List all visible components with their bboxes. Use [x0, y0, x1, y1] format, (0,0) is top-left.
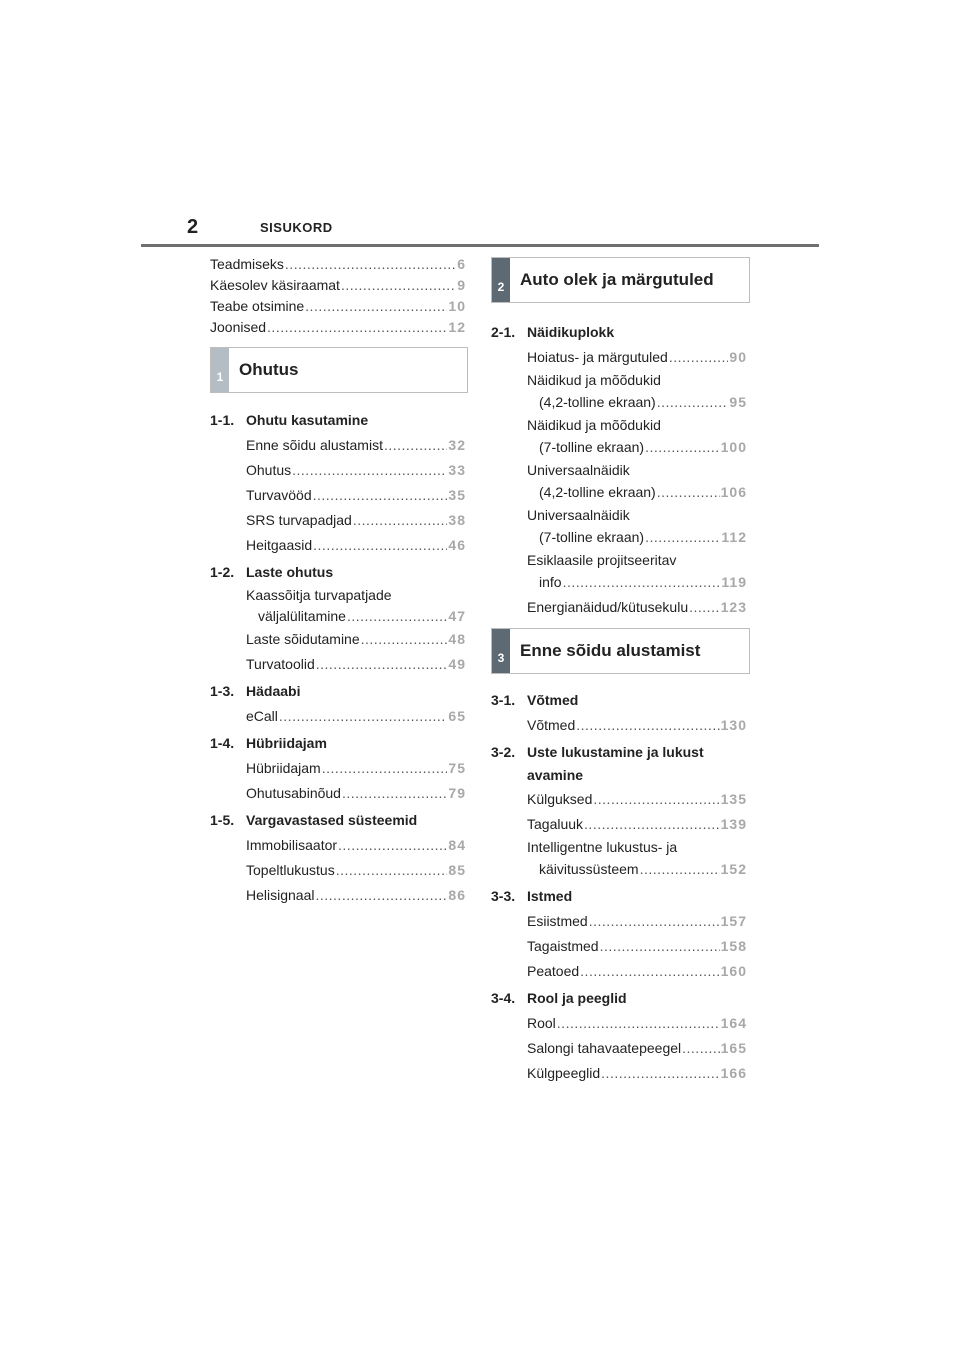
leader-dots: [353, 508, 448, 533]
leader-dots: [347, 605, 447, 627]
toc-entry-label-cont: (7-tolline ekraan): [539, 439, 645, 455]
toc-entry-label: Universaalnäidik: [527, 462, 630, 478]
section-title: Vargavastased süsteemid: [246, 812, 418, 828]
toc-entry-line: [527, 570, 747, 595]
section-title: Hübriidajam: [246, 735, 327, 751]
toc-entry-label: Helisignaal: [246, 887, 315, 903]
toc-entry[interactable]: [210, 627, 466, 652]
toc-page-link[interactable]: 130: [720, 717, 747, 733]
toc-page-link[interactable]: 119: [721, 574, 747, 590]
toc-entry-multiline[interactable]: [491, 505, 747, 550]
section-number: 1-1.: [210, 412, 235, 428]
leader-dots: [563, 570, 721, 595]
section-title: Rool ja peeglid: [527, 990, 627, 1006]
toc-page-link[interactable]: 33: [448, 462, 466, 478]
toc-page-link[interactable]: 48: [448, 631, 466, 647]
toc-entry-label: Ohutusabinõud: [246, 785, 341, 801]
section-heading[interactable]: [210, 807, 466, 833]
section-number: 1-5.: [210, 812, 235, 828]
toc-entry-label: Näidikud ja mõõdukid: [527, 372, 661, 388]
toc-entry-label-cont: (7-tolline ekraan): [539, 529, 645, 545]
toc-entry-line: [527, 525, 747, 550]
toc-page-link[interactable]: 79: [448, 785, 466, 801]
leader-dots: [313, 533, 447, 558]
section-heading[interactable]: [210, 678, 466, 704]
toc-entry-label: Külgpeeglid: [527, 1065, 601, 1081]
section-number: 2-1.: [491, 324, 516, 340]
toc-entry[interactable]: [210, 883, 466, 908]
toc-page-link[interactable]: 47: [448, 608, 466, 624]
toc-entry[interactable]: [491, 909, 747, 934]
leader-dots: [279, 704, 448, 729]
toc-entry-label: Tagaistmed: [527, 938, 599, 954]
section-number: 1-4.: [210, 735, 235, 751]
toc-entry-label: Ohutus: [246, 462, 292, 478]
toc-entry-label-cont: info: [539, 574, 562, 590]
toc-page-link[interactable]: 90: [729, 349, 747, 365]
toc-entry-line: [527, 480, 747, 505]
toc-entry-label: Energianäidud/kütusekulu: [527, 599, 689, 615]
leader-dots: [682, 1036, 720, 1061]
toc-page-link[interactable]: 32: [448, 437, 466, 453]
section-number: 1-2.: [210, 564, 235, 580]
toc-page-link[interactable]: 46: [448, 537, 466, 553]
toc-entry-label: Esiistmed: [527, 913, 588, 929]
leader-dots: [580, 959, 719, 984]
toc-page-link[interactable]: 164: [720, 1015, 747, 1031]
toc-entry-label: Turvavööd: [246, 487, 312, 503]
toc-entry[interactable]: [491, 713, 747, 738]
toc-page-link[interactable]: 38: [448, 512, 466, 528]
leader-dots: [657, 390, 729, 415]
toc-entry-multiline[interactable]: [491, 460, 747, 505]
leader-dots: [589, 909, 720, 934]
section-heading[interactable]: [210, 559, 466, 585]
toc-entry-label: Tagaluuk: [527, 816, 584, 832]
toc-page-link[interactable]: 95: [729, 394, 747, 410]
toc-entry-label: Topeltlukustus: [246, 862, 335, 878]
section-heading[interactable]: [491, 883, 747, 909]
leader-dots: [689, 595, 720, 620]
section-number: 3-3.: [491, 888, 516, 904]
chapter-2-header[interactable]: [491, 257, 750, 303]
running-header-title: SISUKORD: [260, 220, 333, 235]
toc-page-link[interactable]: 9: [457, 277, 466, 293]
section-number: 3-4.: [491, 990, 516, 1006]
toc-entry-label: Turvatoolid: [246, 656, 315, 672]
leader-dots: [645, 435, 720, 460]
toc-entry-label: Universaalnäidik: [527, 507, 630, 523]
toc-entry-label: Immobilisaator: [246, 837, 338, 853]
leader-dots: [316, 652, 448, 677]
toc-page-link[interactable]: 35: [448, 487, 466, 503]
toc-entry[interactable]: [491, 787, 747, 812]
toc-entry[interactable]: [491, 595, 747, 620]
toc-page-link[interactable]: 158: [720, 938, 747, 954]
section-title: Laste ohutus: [246, 564, 334, 580]
toc-entry-label: Võtmed: [527, 717, 576, 733]
toc-entry-label: Peatoed: [527, 963, 580, 979]
toc-page-link[interactable]: 135: [720, 791, 747, 807]
toc-page-link[interactable]: 6: [457, 256, 466, 272]
leader-dots: [645, 525, 720, 550]
leader-dots: [669, 345, 729, 370]
toc-entry-label: Hoiatus- ja märgutuled: [527, 349, 668, 365]
toc-entry[interactable]: [491, 934, 747, 959]
toc-entry-multiline[interactable]: [491, 550, 747, 595]
leader-dots: [557, 1011, 720, 1036]
chapter-title: Auto olek ja märgutuled: [520, 270, 714, 289]
chapter-title: Enne sõidu alustamist: [520, 641, 701, 660]
leader-dots: [584, 812, 720, 837]
toc-entry[interactable]: [491, 1061, 747, 1086]
toc-page-link[interactable]: 85: [448, 862, 466, 878]
chapter-title: Ohutus: [239, 360, 299, 379]
chapter-3-header[interactable]: [491, 628, 750, 674]
leader-dots: [657, 480, 720, 505]
section-title: Hädaabi: [246, 683, 301, 699]
toc-entry-label: Rool: [527, 1015, 556, 1031]
toc-entry-label: SRS turvapadjad: [246, 512, 352, 528]
toc-entry-label-cont: (4,2-tolline ekraan): [539, 484, 656, 500]
toc-left-column: [210, 256, 466, 908]
toc-entry-label: Salongi tahavaatepeegel: [527, 1040, 682, 1056]
toc-entry[interactable]: [210, 756, 466, 781]
toc-entry[interactable]: [210, 781, 466, 806]
section-heading[interactable]: [491, 985, 747, 1011]
toc-page-link[interactable]: 123: [720, 599, 747, 615]
toc-entry[interactable]: [210, 433, 466, 458]
toc-entry-multiline[interactable]: [491, 415, 747, 460]
toc-entry-label: Kaassõitja turvapatjade: [246, 587, 392, 603]
section-title: Uste lukustamine ja lukust: [527, 744, 704, 760]
toc-entry[interactable]: [491, 959, 747, 984]
toc-entry-line: [527, 857, 747, 882]
chapter-tab: 1: [211, 348, 229, 392]
toc-page-link[interactable]: 49: [448, 656, 466, 672]
toc-entry[interactable]: [210, 858, 466, 883]
toc-entry-label: Heitgaasid: [246, 537, 313, 553]
toc-page-link[interactable]: 166: [720, 1065, 747, 1081]
page-number: 2: [187, 216, 199, 238]
toc-entry[interactable]: [210, 508, 466, 533]
leader-dots: [292, 458, 447, 483]
toc-entry-label: Esiklaasile projitseeritav: [527, 552, 677, 568]
toc-entry-multiline[interactable]: [210, 585, 466, 627]
chapter-tab: 3: [492, 629, 510, 673]
section-number: 1-3.: [210, 683, 235, 699]
leader-dots: [600, 934, 720, 959]
toc-entry-label: Käesolev käsiraamat: [210, 277, 340, 293]
toc-entry-label: Külguksed: [527, 791, 593, 807]
section-heading[interactable]: [491, 739, 747, 765]
chapter-tab: 2: [492, 258, 510, 302]
toc-entry-multiline[interactable]: [491, 837, 747, 882]
toc-entry-label-cont: käivitussüsteem: [539, 861, 639, 877]
section-title: Istmed: [527, 888, 573, 904]
chapter-1-header[interactable]: [210, 347, 468, 393]
toc-entry-label: Hübriidajam: [246, 760, 321, 776]
section-title: Võtmed: [527, 692, 579, 708]
toc-entry[interactable]: [210, 652, 466, 677]
toc-page-link[interactable]: 65: [448, 708, 466, 724]
toc-entry[interactable]: [210, 458, 466, 483]
section-heading[interactable]: [491, 319, 747, 345]
leader-dots: [322, 756, 448, 781]
section-number: 3-1.: [491, 692, 516, 708]
toc-page-link[interactable]: 165: [720, 1040, 747, 1056]
toc-page-link[interactable]: 112: [721, 529, 747, 545]
header-divider: [141, 244, 819, 247]
toc-page-link[interactable]: 10: [448, 298, 466, 314]
toc-entry-label: Teabe otsimine: [210, 298, 305, 314]
toc-page-link[interactable]: 100: [720, 439, 747, 455]
toc-entry-label: Enne sõidu alustamist: [246, 437, 383, 453]
toc-entry[interactable]: [491, 812, 747, 837]
toc-entry[interactable]: [491, 1011, 747, 1036]
toc-entry[interactable]: [210, 533, 466, 558]
toc-entry-joonised[interactable]: [210, 315, 466, 340]
toc-entry-line: [527, 390, 747, 415]
toc-entry-label: Intelligentne lukustus- ja: [527, 839, 678, 855]
toc-entry[interactable]: [210, 483, 466, 508]
leader-dots: [576, 713, 719, 738]
toc-entry[interactable]: [210, 704, 466, 729]
toc-entry-line: [246, 605, 466, 627]
section-number: 3-2.: [491, 744, 516, 760]
toc-page-link[interactable]: 86: [448, 887, 466, 903]
leader-dots: [315, 883, 447, 908]
leader-dots: [342, 781, 447, 806]
toc-entry-label: Laste sõidutamine: [246, 631, 360, 647]
toc-entry-label-cont: väljalülitamine: [258, 608, 346, 624]
section-heading[interactable]: [210, 730, 466, 756]
toc-entry-label: Joonised: [210, 319, 267, 335]
toc-entry-label: Teadmiseks: [210, 256, 284, 272]
leader-dots: [361, 627, 448, 652]
leader-dots: [313, 483, 448, 508]
toc-entry[interactable]: [210, 833, 466, 858]
toc-page-link[interactable]: 139: [720, 816, 747, 832]
section-title: Näidikuplokk: [527, 324, 615, 340]
toc-entry-multiline[interactable]: [491, 370, 747, 415]
toc-page-link[interactable]: 84: [448, 837, 466, 853]
toc-entry-label: Näidikud ja mõõdukid: [527, 417, 661, 433]
toc-entry[interactable]: [491, 345, 747, 370]
leader-dots: [267, 315, 447, 340]
leader-dots: [593, 787, 719, 812]
toc-entry-label-cont: (4,2-tolline ekraan): [539, 394, 656, 410]
toc-entry-line: [527, 435, 747, 460]
toc-page-link[interactable]: 152: [720, 861, 747, 877]
toc-page-link[interactable]: 12: [448, 319, 466, 335]
toc-entry-label: eCall: [246, 708, 278, 724]
section-title: Ohutu kasutamine: [246, 412, 369, 428]
leader-dots: [338, 833, 447, 858]
leader-dots: [336, 858, 448, 883]
leader-dots: [640, 857, 720, 882]
leader-dots: [384, 433, 447, 458]
toc-entry[interactable]: [491, 1036, 747, 1061]
toc-right-column: [491, 256, 747, 1086]
section-heading[interactable]: [210, 407, 466, 433]
section-heading[interactable]: [491, 687, 747, 713]
leader-dots: [601, 1061, 719, 1086]
toc-page-link[interactable]: 106: [720, 484, 747, 500]
toc-page-link[interactable]: 160: [720, 963, 747, 979]
section-title-cont: avamine: [527, 767, 584, 783]
toc-page-link[interactable]: 75: [448, 760, 466, 776]
toc-page-link[interactable]: 157: [720, 913, 747, 929]
